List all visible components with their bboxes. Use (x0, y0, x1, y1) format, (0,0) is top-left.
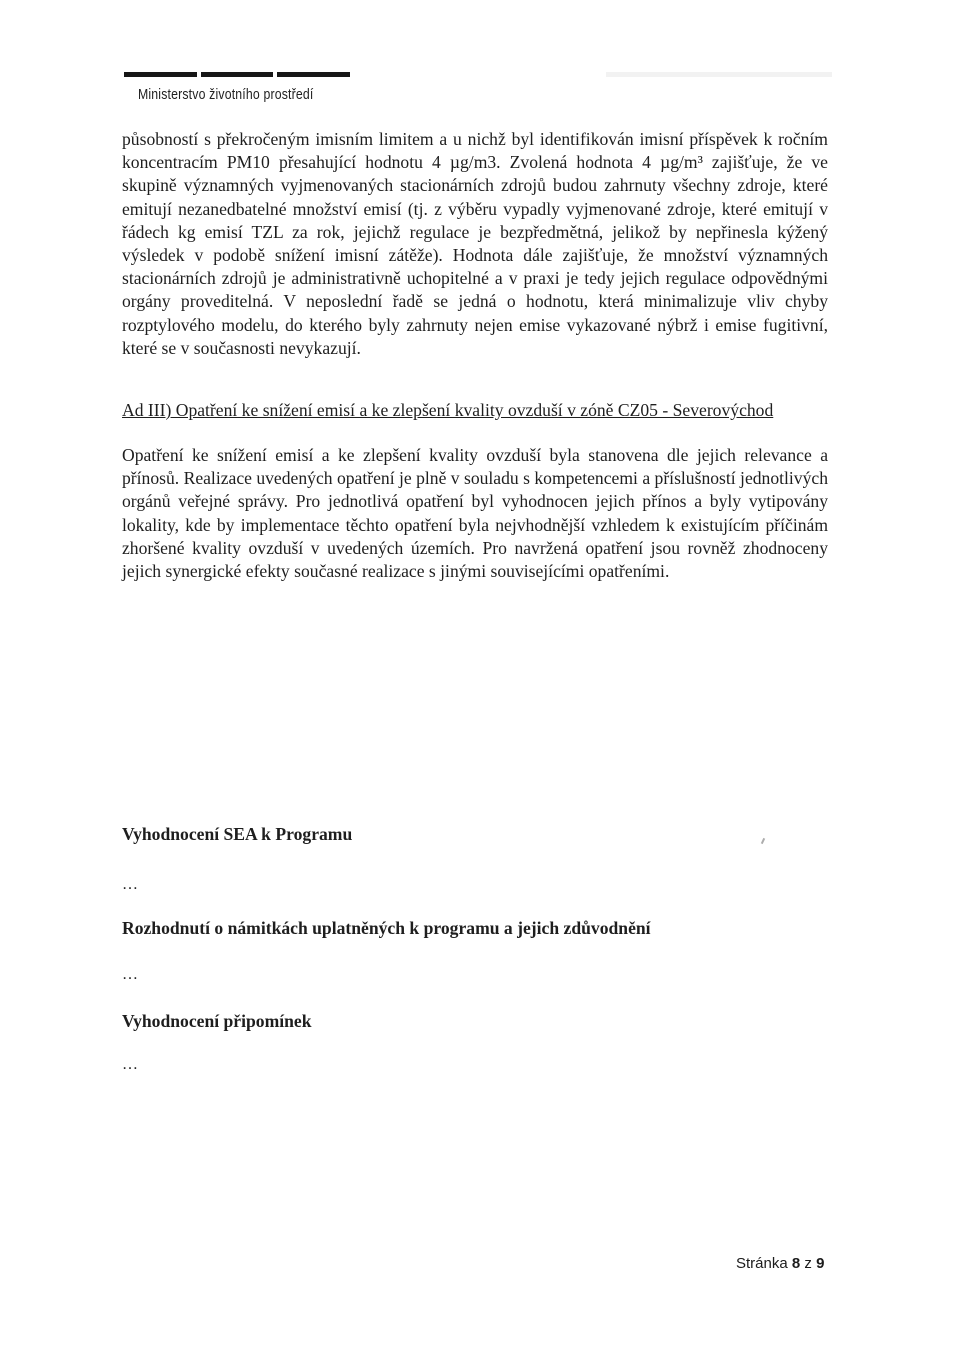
section-heading-ad-iii: Ad III) Opatření ke snížení emisí a ke zlepšení kvality ovzduší v zóně CZ05 - Severovýchod (122, 400, 774, 420)
page-number-total: 9 (816, 1255, 825, 1272)
ministry-name: Ministerstvo životního prostředí (138, 86, 314, 103)
paragraph-measures: Opatření ke snížení emisí a ke zlepšení kvality ovzduší byla stanovena dle jejich relevance a přínosů. Realizace uvedených opatření je plně v souladu s kompetencemi a příslušností jednotlivých orgánů veřejné správy. Pro jednotlivá opatření byl vyhodnocen jejich přínos a byly vytipovány lokality, kde by implementace těchto opatření byla nejvhodnější vzhledem k existujícím příčinám zhoršené kvality ovzduší v uvedených územích. Pro navržená opatření jsou rovněž zhodnoceny jejich synergické efekty současné realizace s jinými souvisejícími opatřeními. (122, 445, 829, 582)
heading-objections-decision: Rozhodnutí o námitkách uplatněných k programu a jejich zdůvodnění (122, 918, 651, 938)
bleed-through-header (606, 72, 832, 77)
paragraph-pm10-threshold: působností s překročeným imisním limitem a u nichž byl identifikován imisní příspěvek k ročním koncentracím PM10 přesahující hodnotu 4 µg/m3. Zvolená hodnota 4 µg/m³ zajišťuje, že ve skupině významných vyjmenovaných stacionárních zdrojů budou zahrnuty všechny zdroje, které emitují nezanedbatelné množství emisí (tj. z výběru vypadly vyjmenované zdroje, které emitují v řádech kg emisí TZL za rok, jejichž regulace je bezpředmětná, jelikož by nepřinesla kýžený výsledek v podobě snížení imisní zátěže). Hodnota dále zajišťuje, že množství významných stacionárních zdrojů je administrativně uchopitelné a v praxi je tedy jejich regulace odpovědnými orgány proveditelná. V neposlední řadě se jedná o hodnotu, která minimalizuje vliv chyby rozptylového modelu, do kterého byly zahrnuty nejen emise vykazované nýbrž i emise fugitivní, které se v současnosti nevykazují. (122, 129, 828, 358)
heading-sea-evaluation: Vyhodnocení SEA k Programu (122, 824, 353, 844)
page-number (736, 1255, 824, 1272)
page-number-current: 8 (791, 1255, 801, 1272)
scan-speck (761, 838, 765, 844)
page-number-prefix: Stránka (736, 1255, 788, 1272)
heading-comments-evaluation: Vyhodnocení připomínek (122, 1011, 312, 1031)
ellipsis-placeholder: … (122, 1056, 138, 1073)
page-number-separator: z (804, 1255, 812, 1272)
header-rule (124, 72, 350, 77)
ellipsis-placeholder: … (122, 876, 138, 893)
ellipsis-placeholder: … (122, 966, 138, 983)
